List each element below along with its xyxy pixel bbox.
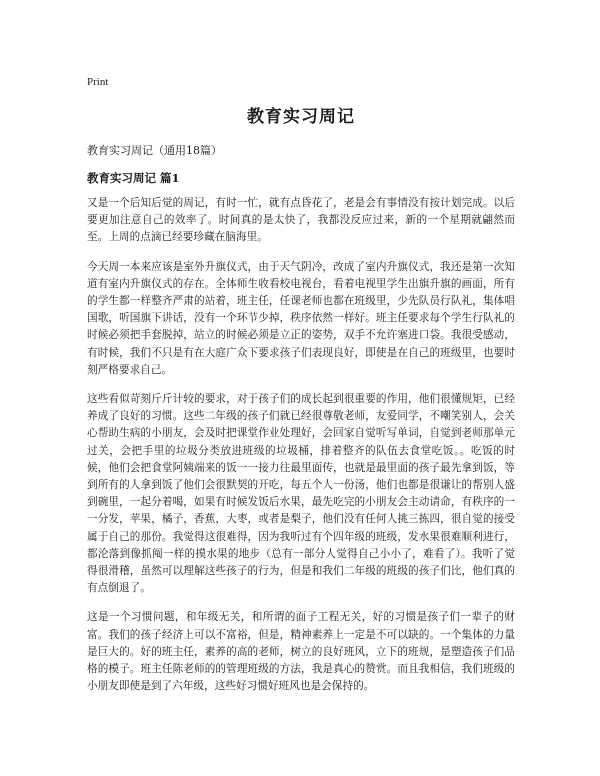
paragraph: 这是一个习惯问题，和年级无关，和所谓的面子工程无关，好的习惯是孩子们一辈子的财富。我们的孩子经济上可以不富裕，但是，精神素养上一定是不可以缺的。一个集体的力量是巨大的。好的班主任，素养的高的老师，树立的良好班风，立下的班规，是塑造孩子们品格的模子。班主任陈老师的的管理班级的方法，我是真心的赞赏。而且我相信，我们班级的小朋友即使是到了六年级，这些好习惯好班风也是会保持的。 bbox=[87, 611, 515, 693]
document-subtitle: 教育实习周记（通用18篇） bbox=[87, 144, 222, 157]
print-link[interactable]: Print bbox=[87, 76, 109, 88]
paragraph: 今天周一本来应该是室外升旗仪式，由于天气阴冷，改成了室内升旗仪式，我还是第一次知道有室内升旗仪式的存在。全体师生收看校电视台，看着电视里学生出旗升旗的画面，所有的学生都一样整齐严肃的站着，班主任，任课老师也都在班级里，少先队员行队礼，集体唱国歌，听国旗下讲话，没有一个环节少掉，秩序依然一样好。班主任要求每个学生行队礼的时候必须把手套脱掉，站立的时候必须是立正的姿势，双手不允许塞进口袋。我很受感动，有时候，我们不只是有在大庭广众下要求孩子们表现良好，即使是在自己的班级里，也要时刻严格要求自己。 bbox=[87, 260, 515, 376]
section-heading: 教育实习周记 篇1 bbox=[87, 171, 180, 185]
paragraph: 又是一个后知后觉的周记，有时一忙，就有点昏花了，老是会有事情没有按计划完成。以后要更加注意自己的效率了。时间真的是太快了，我都没反应过来，新的一个星期就翩然而至。上周的点滴已经要珍藏在脑海里。 bbox=[87, 197, 515, 244]
document-page bbox=[87, 70, 515, 707]
page-title: 教育实习周记 bbox=[247, 107, 355, 127]
paragraph: 这些看似苛刻斤斤计较的要求，对于孩子们的成长起到很重要的作用，他们很懂规矩，已经养成了良好的习惯。这些二年级的孩子们就已经很尊敬老师，友爱同学，不嘲笑别人，会关心帮助生病的小朋友，会及时把课堂作业处理好，会回家自觉听写单词，自觉到老师那单元过关，会把手里的垃圾分类放进班级的垃圾桶，排着整齐的队伍去食堂吃饭。。吃饭的时候，他们会把食堂阿姨端来的饭一一接力往最里面传，也就是最里面的孩子最先拿到饭，等到所有的人拿到饭了他们会很默契的开吃，每五个人一份汤，他们也都是很谦让的帮别人盛到碗里，一起分着喝，如果有时候发饭后水果，最先吃完的小朋友会主动请命，有秩序的一一分发，苹果，橘子，香蕉，大枣，或者是梨子，他们没有任何人挑三拣四，很自觉的接受属于自己的那份。我觉得这很难得，因为我听过有个四年级的班级，发水果很难顺利进行，都沦落到像抓阄一样的摸水果的地步（总有一部分人觉得自己小小了，难看了）。我听了觉得很滑稽，虽然可以理解这些孩子的行为，但是和我们二年级的班级的孩子们比，他们真的有点倒退了。 bbox=[87, 393, 515, 595]
